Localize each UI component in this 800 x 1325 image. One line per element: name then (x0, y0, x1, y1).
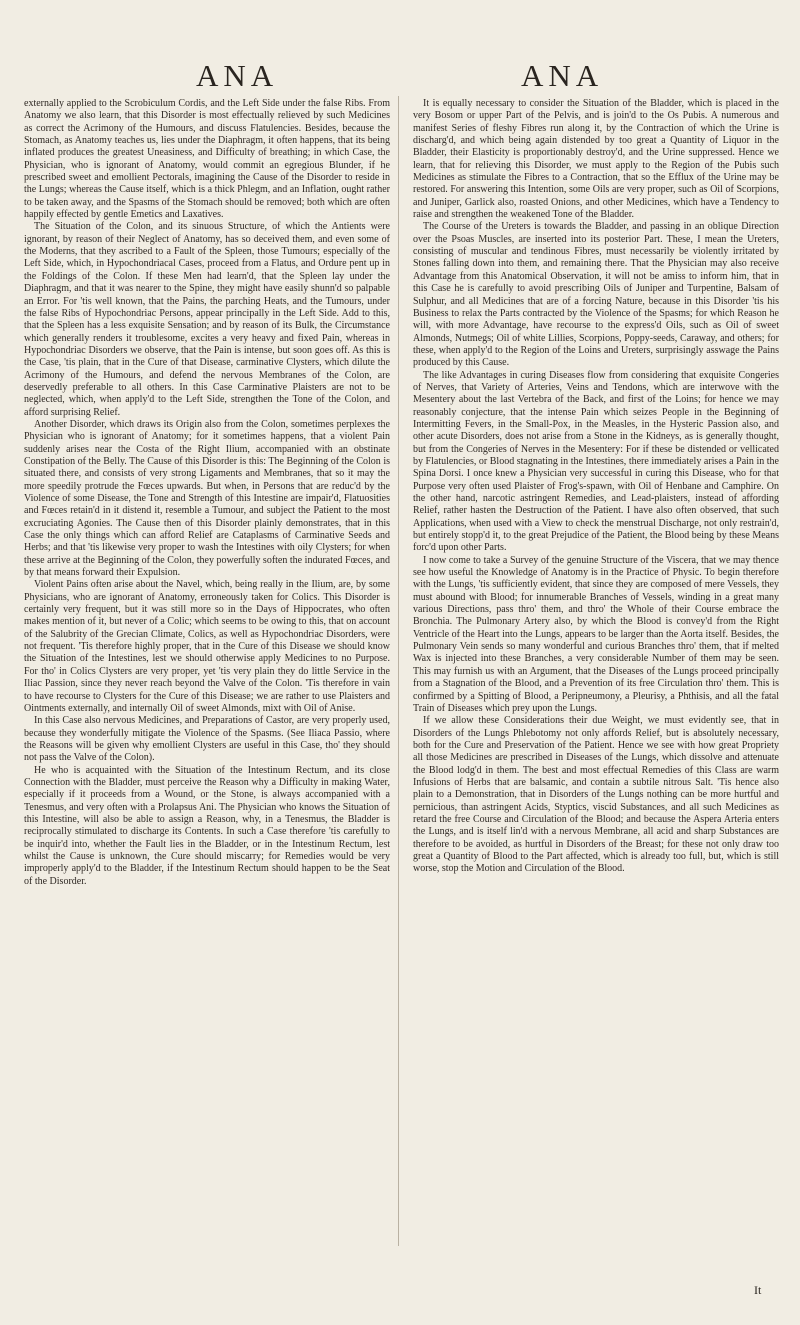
left-column (24, 98, 390, 888)
running-head-right: ANA (521, 58, 604, 93)
paragraph: The Situation of the Colon, and its sinuous Structure, of which the Antients were ignorant, by reason of their Neglect of Anatomy, has so deceived them, and even some of the Moderns, that they ascribed to a Fault of the Spleen, those Tumours; especially of the Left Side, which, in Hypochondriacal Cases, proceed from a Flatus, and Ordure pent up in the Foldings of the Colon. If these Men had learn'd, that the Spleen lay under the Diaphragm, and that it was nearer to the Spine, they might have easily shunn'd so palpable an Error. For 'tis well known, that the Pains, the parching Heats, and the Tumours, under the false Ribs of Hypochondriac Persons, appear principally in the Left Side. Add to this, that the Spleen has a less exquisite Sensation; and by reason of its Bulk, the Circumstance which generally renders it troublesome, excites a very heavy and fixed Pain, whereas in Hypochondriac Disorders we observe, that the Pain is intense, but soon goes off. As this is the Case, 'tis plain, that in the Cure of that Disease, carminative Clysters, which dilute the Acrimony of the Humours, and defend the nervous Membranes of the Colon, are deservedly preferable to all others. In this Case Carminative Plaisters are not to be neglected, which, when apply'd to the Left Side, strengthen the Tone of the Colon, and afford surprising Relief. (24, 221, 390, 418)
catchword: It (754, 1283, 762, 1297)
paragraph: In this Case also nervous Medicines, and Preparations of Castor, are very properly used, because they wonderfully mitigate the Violence of the Spasms. (See Iliaca Passio, where the Reasons will be given why emollient Clysters are useful in this Case, tho' they should not pass the Valve of the Colon). (24, 715, 390, 764)
column-divider (398, 96, 399, 1246)
paragraph: I now come to take a Survey of the genuine Structure of the Viscera, that we may thence see how useful the Knowledge of Anatomy is in the Practice of Physic. To begin therefore with the Lungs, 'tis sufficiently evident, that since they are composed of mere Vessels, they must abound with Blood; for innumerable Branches of Vessels, winding in a great many various Directions, pass thro' them, and thro' the Whole of their Course embrace the Bronchia. The Pulmonary Artery also, by which the Blood is convey'd from the Right Ventricle of the Heart into the Lungs, appears to be larger than the Aorta itself. Besides, the Pulmonary Vein sends so many wonderful and curious Branches thro' them, that if melted Wax is injected into these Branches, a very considerable Number of them may be seen. This may furnish us with an Argument, that the Diseases of the Lungs proceed principally from a Stagnation of the Blood, and a Prevention of its free Circulation thro' them. This is confirmed by a Spitting of Blood, a Peripneumony, a Pleurisy, a Phthisis, and all the fatal Train of Diseases which prey upon the Lungs. (413, 554, 779, 714)
paragraph: externally applied to the Scrobiculum Cordis, and the Left Side under the false Ribs. From Anatomy we also learn, that this Disorder is most effectually relieved by such Medicines as correct the Acrimony of the Humours, and discuss Flatulencies. Besides, because the Stomach, as Anatomy teaches us, lies under the Diaphragm, it often happens, that its being inflated produces the greatest Uneasiness, and Difficulty of breathing; in which Case, the Physician, who is ignorant of Anatomy, would commit an egregious Blunder, if he prescribed sweet and emollient Pectorals, imagining the Cause of the Disorder to reside in the Lungs; whereas the Cause itself, which is a thick Phlegm, and an Inflation, ought rather to be taken away, and the Spasms of the Stomach should be removed; both which are often happily effected by gentle Emetics and Laxatives. (24, 98, 390, 221)
paragraph: Another Disorder, which draws its Origin also from the Colon, sometimes perplexes the Physician who is ignorant of Anatomy; for it sometimes happens, that a violent Pain suddenly arises near the Costa of the Right Ilium, accompanied with an obstinate Constipation of the Belly. The Cause of this Disorder is this: The Beginning of the Colon is situated there, and consists of very strong Ligaments and Membranes, that so it may the more speedily protrude the Fœces upwards. But when, in Persons that are reduc'd by the Violence of some Disease, the Tone and Strength of this Intestine are impair'd, Flatuosities and Fœces retain'd in it distend it, resemble a Tumour, and subject the Patient to the most excruciating Agonies. The Cause then of this Disorder plainly demonstrates, that in this Case the only things which can afford Relief are Cataplasms of Carminative Seeds and Herbs; and that 'tis likewise very proper to wash the Intestines with oily Clysters; for when these arrive at the Beginning of the Colon, they powerfully soften the indurated Fœces, and by that means forward their Expulsion. (24, 418, 390, 579)
right-column (413, 98, 779, 876)
paragraph: Violent Pains often arise about the Navel, which, being really in the Ilium, are, by some Physicians, who are ignorant of Anatomy, erroneously taken for Colics. This Disorder is certainly very frequent, but it was still more so in the Days of Hippocrates, who often makes mention of it, but never of a Colic; which seems to be owing to this, that on account of the Salubrity of the Grecian Climate, Colics, as well as Hypochondriac Disorders, were not frequent. 'Tis therefore highly proper, that in the Cure of this Disease we should know the Situation of the Intestines, lest we should otherwise apply Medicines to no Purpose. For tho' in Colics Clysters are very proper, yet 'tis very plain they do little Service in the Iliac Passion, since they never reach beyond the Valve of the Colon. 'Tis therefore in vain to have recourse to Clysters for the Cure of this Disease; we are rather to use Plaisters and Ointments externally, and internally Oil of sweet Almonds, mixt with Oil of Anise. (24, 579, 390, 714)
paragraph: The Course of the Ureters is towards the Bladder, and passing in an oblique Direction over the Psoas Muscles, are inserted into its posterior Part. These, I mean the Ureters, consisting of muscular and tendinous Fibres, must necessarily be violently irritated by Stones falling down into them, and remaining there. That the Physician may also receive Advantage from this Anatomical Observation, it will not be amiss to inform him, that in this Case he is carefully to avoid prescribing Oils of Juniper and Turpentine, Balsam of Sulphur, and all Medicines that are of a forcing Nature, because in this Disorder 'tis his Business to relax the Parts contracted by the Violence of the Spasms; for which Reason he will, with more Advantage, have recourse to the express'd Oils, such as Oil of sweet Almonds, Nutmegs; Oil of white Lillies, Scorpions, Poppy-seeds, Caraway, and others; for these, when apply'd to the Region of the Loins and Ureters, surprisingly asswage the Pains produced by this Cause. (413, 221, 779, 369)
running-head-left: ANA (196, 58, 279, 93)
paragraph: The like Advantages in curing Diseases flow from considering that exquisite Congeries of Nerves, that Variety of Arteries, Veins and Tendons, which are interwove with the Mesentery about the last Vertebra of the Back, and first of the Loins; for hence we may reasonably conjecture, that the intense Pain which seizes People in the Beginning of Intermitting Fevers, in the Small-Pox, in the Measles, in the Hysteric Passion also, and other acute Disorders, does not arise from a Stone in the Kidneys, as is generally thought, but from the Congeries of Nerves in the Mesentery: For if these be distended or vellicated by Flatulencies, or Blood stagnating in the Intestines, there immediately arises a Pain in the Spina Dorsi. I once knew a Physician very successful in curing this Disease, who for that Purpose very often used Plaister of Frog's-spawn, with Oil of Henbane and Camphire. On the other hand, narcotic astringent Remedies, and Lead-plaisters, instead of affording Relief, rather hasten the Destruction of the Patient. I have also often observed, that such Applications, when used with a View to check the menstrual Discharge, not only restrain'd, but entirely stopp'd it, to the great Prejudice of the Patient, the Blood being by these Means forc'd upon other Parts. (413, 369, 779, 554)
paragraph: If we allow these Considerations their due Weight, we must evidently see, that in Disorders of the Lungs Phlebotomy not only affords Relief, but is absolutely necessary, both for the Cure and Preservation of the Patient. Hence we see with how great Propriety all those Medicines are prescribed in Diseases of the Lungs, which dissolve and attenuate the Blood lodg'd in them. The best and most effectual Remedies of this Class are warm Infusions of Herbs that are balsamic, and contain a subtile nitrous Salt. 'Tis hence also plain to a Demonstration, that in Disorders of the Lungs nothing can be more hurtful and pernicious, than astringent Acids, Styptics, viscid Substances, and all such Medicines as retard the free Course and Circulation of the Blood; and because the Aspera Arteria enters the Lungs, and is itself lin'd with a nervous Membrane, all acid and sharp Substances are therefore to be avoided, as hurtful in Disorders of the Breast; for these not only draw too great a Quantity of Blood to the Part affected, which is already too full, but, which is still worse, stop the Motion and Circulation of the Blood. (413, 715, 779, 875)
paragraph: It is equally necessary to consider the Situation of the Bladder, which is placed in the very Bosom or upper Part of the Pelvis, and is join'd to the Os Pubis. A numerous and manifest Series of fleshy Fibres run along it, by the Contraction of which the Urine is discharg'd, and which being again distended by too great a Quantity of Liquor in the Bladder, their Elasticity is proportionably destroy'd, and the Urine suppressed. Hence we learn, that for relieving this Disorder, we must apply to the Region of the Pubis such Medicines as stimulate the Fibres to a Contraction, that so the Efflux of the Urine may be restored. For answering this Intention, some Oils are very proper, such as Oil of Scorpions, and Juniper, Garlick also, roasted Onions, and other Medicines, which have a Tendency to raise and strengthen the weakened Tone of the Bladder. (413, 98, 779, 221)
paragraph: He who is acquainted with the Situation of the Intestinum Rectum, and its close Connection with the Bladder, must perceive the Reason why a Difficulty in making Water, especially if it proceeds from a Wound, or the Stone, is always accompanied with a Tenesmus, and very often with a Prolapsus Ani. The Physician who knows the Situation of this Intestine, will also be able to assign a Reason, why, in a Tenesmus, the Bladder is reciprocally stimulated to discharge its Contents. In such a Case therefore 'tis carefully to be inquir'd into, whether the Fault lies in the Bladder, or in the Intestinum Rectum, lest whilst the Cause is unknown, the Cure should miscarry; for Remedies would be very improperly apply'd to the Bladder, if the Intestinum Rectum should happen to be the Seat of the Disorder. (24, 764, 390, 887)
